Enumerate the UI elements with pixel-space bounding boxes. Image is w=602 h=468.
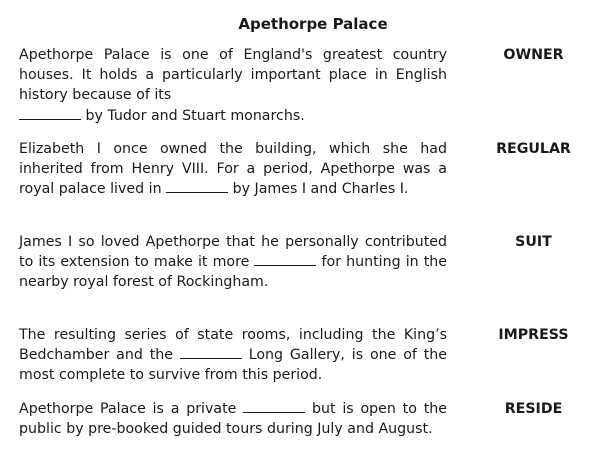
paragraph-text: Long Gallery, is one of the most complete to survive from this period. xyxy=(19,347,447,384)
exercise-item-5 xyxy=(19,399,579,439)
answer-blank[interactable] xyxy=(19,108,81,120)
exercise-item-1 xyxy=(19,45,579,126)
paragraph xyxy=(19,45,447,126)
paragraph-text: The resulting series of state rooms, including the King’s Bedchamber and the xyxy=(19,327,447,364)
page-title: Apethorpe Palace xyxy=(238,15,388,33)
paragraph xyxy=(19,232,447,293)
paragraph-text: Elizabeth I once owned the building, which she had inherited from Henry VIII. For a period, Apethorpe was a royal palace lived in xyxy=(19,141,447,198)
paragraph xyxy=(19,325,447,386)
answer-blank[interactable] xyxy=(243,401,305,413)
paragraph-text: for hunting in the nearby royal forest of Rockingham. xyxy=(19,254,447,291)
paragraph-text: James I so loved Apethorpe that he personally contributed to its extension to make it more xyxy=(19,234,447,271)
paragraph xyxy=(19,139,447,200)
keyword-suit: SUIT xyxy=(515,234,552,250)
paragraph-text: but is open to the public by pre-booked guided tours during July and August. xyxy=(19,401,447,438)
paragraph-text: Apethorpe Palace is a private xyxy=(19,401,244,417)
keyword-owner: OWNER xyxy=(503,47,564,63)
exercise-item-3 xyxy=(19,232,579,293)
paragraph-text: by James I and Charles I. xyxy=(228,181,409,198)
keyword-impress: IMPRESS xyxy=(498,327,569,343)
exercise-item-2 xyxy=(19,139,579,200)
paragraph-text: by Tudor and Stuart monarchs. xyxy=(81,107,305,124)
keyword-regular: REGULAR xyxy=(496,141,571,157)
keyword-reside: RESIDE xyxy=(504,401,563,417)
paragraph-text: Apethorpe Palace is one of England's greatest country houses. It holds a particularly important place in English history because of its xyxy=(19,47,447,104)
answer-blank[interactable] xyxy=(180,347,242,359)
paragraph xyxy=(19,399,447,439)
answer-blank[interactable] xyxy=(166,181,228,193)
exercise-item-4 xyxy=(19,325,579,386)
answer-blank[interactable] xyxy=(254,254,316,266)
